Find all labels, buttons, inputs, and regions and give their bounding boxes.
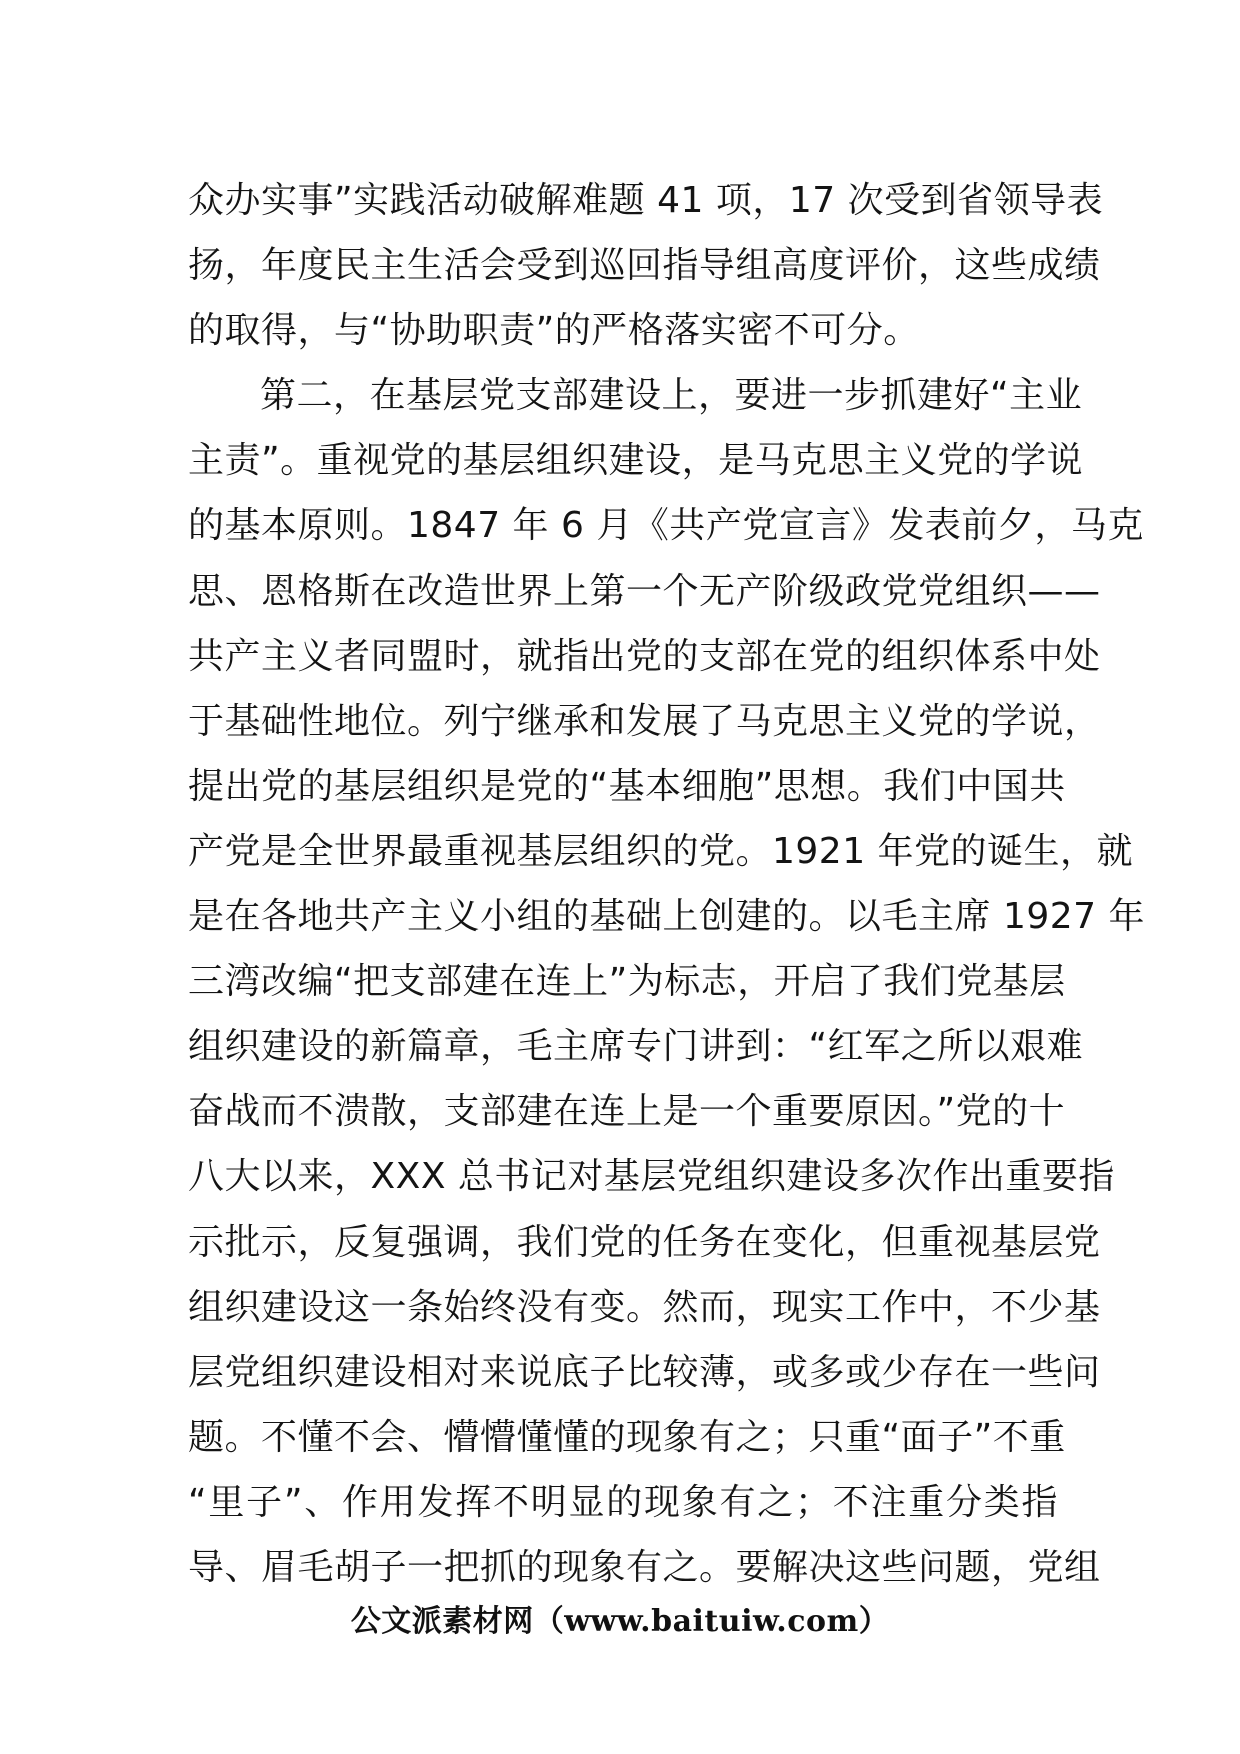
- text-line: 的取得，与“协助职责”的严格落实密不可分。: [188, 310, 920, 352]
- text-line: 第二，在基层党支部建设上，要进一步抓建好“主业: [260, 375, 1083, 417]
- text-line: 于基础性地位。列宁继承和发展了马克思主义党的学说，: [188, 700, 1101, 742]
- text-line: “里子”、作用发挥不明显的现象有之；不注重分类指: [188, 1481, 1058, 1523]
- text-line: 组织建设的新篇章，毛主席专门讲到：“红军之所以艰难: [188, 1026, 1084, 1068]
- footer-watermark: 公文派素材网（www.baituiw.com）: [350, 1604, 890, 1639]
- text-line: 思、恩格斯在改造世界上第一个无产阶级政党党组织——: [188, 570, 1101, 612]
- text-line: 层党组织建设相对来说底子比较薄，或多或少存在一些问: [188, 1351, 1101, 1393]
- text-line: 提出党的基层组织是党的“基本细胞”思想。我们中国共: [188, 765, 1066, 807]
- text-line: 八大以来，XXX 总书记对基层党组织建设多次作出重要指: [188, 1156, 1115, 1198]
- text-line: 主责”。重视党的基层组织建设，是马克思主义党的学说: [188, 440, 1084, 482]
- text-line: 题。不懂不会、懵懵懂懂的现象有之；只重“面子”不重: [188, 1416, 1066, 1458]
- text-line: 共产主义者同盟时，就指出党的支部在党的组织体系中处: [188, 635, 1101, 677]
- paragraph: [188, 168, 1104, 363]
- text-line: 三湾改编“把支部建在连上”为标志，开启了我们党基层: [188, 961, 1066, 1003]
- text-line: 组织建设这一条始终没有变。然而，现实工作中，不少基: [188, 1286, 1101, 1328]
- text-line: 的基本原则。1847 年 6 月《共产党宣言》发表前夕，马克: [188, 505, 1144, 547]
- paragraph: [188, 363, 1146, 1600]
- text-line: 奋战而不溃散，支部建在连上是一个重要原因。”党的十: [188, 1091, 1066, 1133]
- document-body: [188, 168, 1146, 1600]
- text-line: 扬，年度民主生活会受到巡回指导组高度评价，这些成绩: [188, 245, 1101, 287]
- text-line: 导、眉毛胡子一把抓的现象有之。要解决这些问题，党组: [188, 1546, 1101, 1588]
- text-line: 产党是全世界最重视基层组织的党。1921 年党的诞生，就: [188, 830, 1134, 872]
- text-line: 是在各地共产主义小组的基础上创建的。以毛主席 1927 年: [188, 896, 1146, 938]
- text-line: 示批示，反复强调，我们党的任务在变化，但重视基层党: [188, 1221, 1101, 1263]
- text-line: 众办实事”实践活动破解难题 41 项，17 次受到省领导表: [188, 180, 1104, 221]
